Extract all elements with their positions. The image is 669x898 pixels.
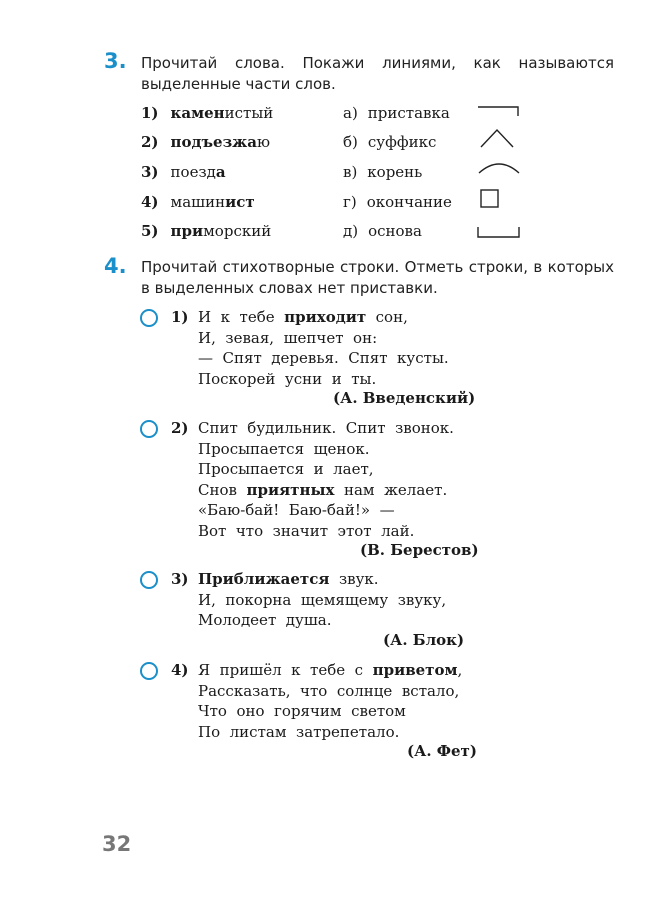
poem-line: — Спят деревья. Спят кусты. <box>198 349 449 367</box>
answer-checkbox[interactable] <box>140 571 158 589</box>
part-letter: а) <box>343 104 358 122</box>
poem-text <box>198 418 454 541</box>
part-item <box>343 193 452 211</box>
poem-number: 2) <box>171 419 189 437</box>
task-3-instruction: Прочитай слова. Покажи линиями, как называются выделенные части слов. <box>141 54 614 93</box>
answer-checkbox[interactable] <box>140 662 158 680</box>
poem-line: И, покорна щемящему звуку, <box>198 590 447 609</box>
poem-line: Рассказать, что солнце встало, <box>198 681 460 700</box>
part-letter: в) <box>343 163 358 181</box>
poem-text <box>198 569 446 631</box>
part-label: корень <box>367 163 423 181</box>
poem-line: Просыпается щенок. <box>198 439 370 458</box>
part-letter: б) <box>343 133 358 151</box>
part-item <box>343 163 422 181</box>
suffix-symbol-icon <box>479 127 515 149</box>
poem-line: «Баю-бай! Баю-бай!» — <box>198 501 395 519</box>
poem-number: 1) <box>171 308 189 326</box>
word-item <box>141 193 255 211</box>
word-number: 3) <box>141 163 159 181</box>
poem-line: Спит будильник. Спит звонок. <box>198 419 454 437</box>
part-label: суффикс <box>367 133 437 151</box>
word-number: 5) <box>141 222 159 240</box>
word-text: каменистый <box>170 104 274 122</box>
task-4-instruction: Прочитай стихотворные строки. Отметь строки, в которых в выделенных словах нет приставки. <box>141 258 614 297</box>
poem-number: 4) <box>171 661 189 679</box>
poem-author: (А. Введенский) <box>333 389 476 407</box>
word-number: 4) <box>141 193 159 211</box>
word-text: поезда <box>170 163 226 181</box>
root-symbol-icon <box>477 159 521 175</box>
word-item <box>141 133 270 151</box>
poem-text <box>198 660 462 742</box>
word-item <box>141 104 273 122</box>
poem-text <box>198 307 449 389</box>
part-label: основа <box>368 222 422 240</box>
answer-checkbox[interactable] <box>140 309 158 327</box>
poem-line: И к тебе приходит сон, <box>198 308 408 326</box>
poem-line: Вот что значит этот лай. <box>198 521 415 540</box>
word-number: 1) <box>141 104 159 122</box>
poem-line: Снов приятных нам желает. <box>198 480 448 499</box>
poem-author: (В. Берестов) <box>360 541 479 559</box>
ending-symbol-icon <box>480 189 500 209</box>
poem-line: Я пришёл к тебе с приветом, <box>198 661 463 679</box>
poem-line: Что оно горячим светом <box>198 702 406 720</box>
poem-author: (А. Фет) <box>407 742 477 760</box>
part-item <box>343 133 436 151</box>
poem-line: Приближается звук. <box>198 570 379 588</box>
poem-number: 3) <box>171 570 189 588</box>
part-item <box>343 104 450 122</box>
part-label: окончание <box>366 193 452 211</box>
word-text: машинист <box>170 193 255 211</box>
part-letter: д) <box>343 222 359 240</box>
task-3-number: 3. <box>104 49 127 73</box>
poem-line: Молодеет душа. <box>198 611 332 629</box>
stem-symbol-icon <box>477 225 521 239</box>
part-item <box>343 222 422 240</box>
word-item <box>141 222 271 240</box>
word-text: подъезжаю <box>170 133 271 151</box>
poem-line: Просыпается и лает, <box>198 460 374 478</box>
page-number: 32 <box>102 832 132 856</box>
part-label: приставка <box>367 104 450 122</box>
answer-checkbox[interactable] <box>140 420 158 438</box>
word-text: приморский <box>170 222 272 240</box>
word-item <box>141 163 226 181</box>
poem-line: По листам затрепетало. <box>198 722 400 741</box>
part-letter: г) <box>343 193 357 211</box>
poem-author: (А. Блок) <box>383 630 465 649</box>
poem-line: И, зевая, шепчет он: <box>198 328 378 347</box>
task-4-number: 4. <box>104 254 127 278</box>
poem-line: Поскорей усни и ты. <box>198 369 377 388</box>
word-number: 2) <box>141 133 159 151</box>
prefix-symbol-icon <box>477 103 519 117</box>
